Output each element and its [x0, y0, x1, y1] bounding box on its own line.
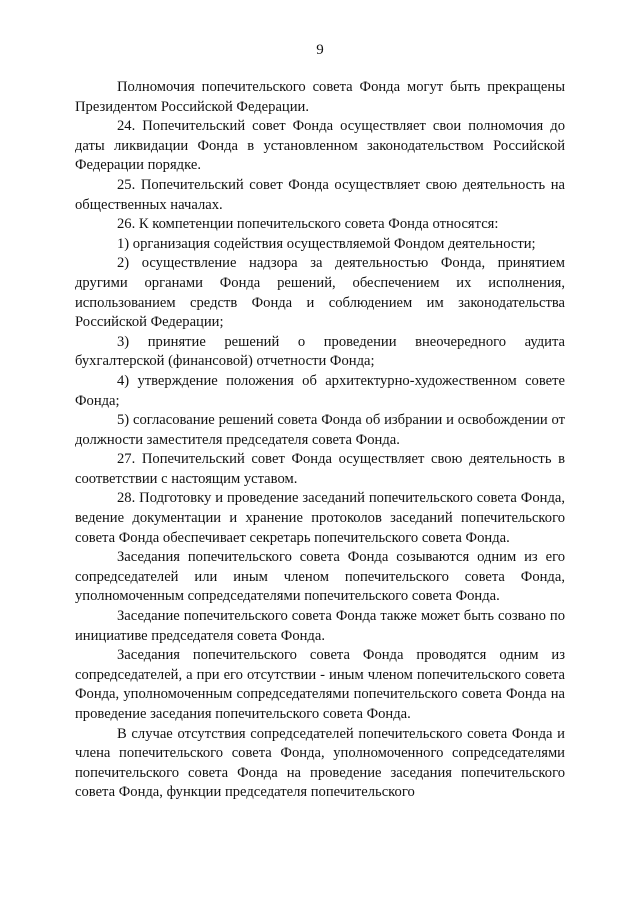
paragraph: 3) принятие решений о проведении внеочередного аудита бухгалтерской (финансовой) отчетности Фонда;	[75, 333, 565, 370]
paragraph: 5) согласование решений совета Фонда об избрании и освобождении от должности заместителя председателя совета Фонда.	[75, 412, 565, 448]
paragraph: Заседания попечительского совета Фонда созываются одним из его сопредседателей или иным членом попечительского совета Фонда, уполномоченным сопредседателями попечительского совета Фонда.	[75, 549, 565, 605]
paragraph: 26. К компетенции попечительского совета Фонда относятся:	[117, 216, 499, 233]
paragraph: В случае отсутствия сопредседателей попечительского совета Фонда и члена попечительского совета Фонда, уполномоченного сопредседателями попечительского совета Фонда на проведение заседания попечительского совета Фонда, функции председателя попечительского	[75, 725, 565, 801]
page-number: 9	[316, 42, 324, 58]
paragraph: 25. Попечительский совет Фонда осуществляет свою деятельность на общественных началах.	[75, 176, 565, 213]
paragraph: Заседание попечительского совета Фонда также может быть созвано по инициативе председателя совета Фонда.	[75, 608, 565, 644]
paragraph: 28. Подготовку и проведение заседаний попечительского совета Фонда, ведение документации и хранение протоколов заседаний попечительского совета Фонда обеспечивает секретарь попечительского совета Фонда.	[75, 490, 565, 546]
paragraph: 24. Попечительский совет Фонда осуществляет свои полномочия до даты ликвидации Фонда в установленном законодательством Российской Федерации порядке.	[75, 118, 565, 174]
paragraph: Заседания попечительского совета Фонда проводятся одним из сопредседателей, а при его отсутствии - иным членом попечительского совета Фонда, уполномоченным сопредседателями попечительского совета Фонда на проведение заседания попечительского совета Фонда.	[75, 647, 565, 722]
paragraph: 1) организация содействия осуществляемой Фондом деятельности;	[117, 235, 536, 252]
paragraph: Полномочия попечительского совета Фонда могут быть прекращены Президентом Российской Федерации.	[75, 79, 565, 115]
paragraph: 2) осуществление надзора за деятельностью Фонда, принятием другими органами Фонда решений, обеспечением их исполнения, использованием средств Фонда и соблюдением им законодательства Российской Федерации;	[75, 255, 565, 331]
paragraph: 4) утверждение положения об архитектурно-художественном совете Фонда;	[75, 372, 565, 409]
document-body	[75, 78, 565, 803]
paragraph: 27. Попечительский совет Фонда осуществляет свою деятельность в соответствии с настоящим уставом.	[75, 451, 565, 487]
